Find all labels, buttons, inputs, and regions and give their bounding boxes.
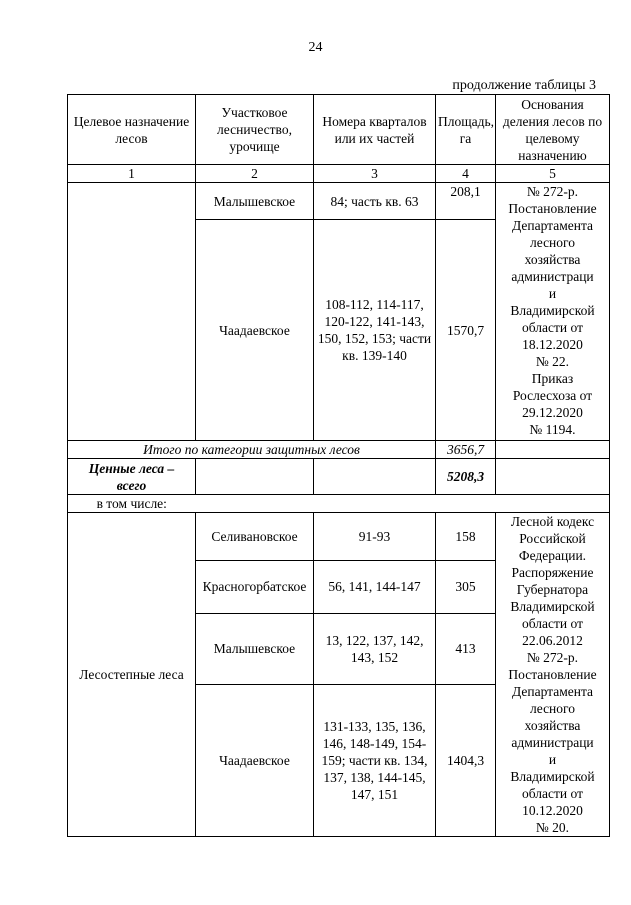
basis-line: Губернатора [516, 582, 589, 597]
empty-cell [196, 495, 314, 513]
basis-line: Постановление [508, 201, 597, 216]
basis-line: хозяйства [524, 252, 581, 267]
basis-line: Федерации. [518, 548, 587, 563]
basis-line: 22.06.2012 [522, 633, 583, 648]
protective-total-area: 3656,7 [436, 441, 496, 459]
empty-cell [314, 495, 436, 513]
header-area: Площадь, га [436, 95, 496, 165]
empty-cell [496, 495, 610, 513]
forestry-cell: Чаадаевское [196, 685, 314, 837]
forestry-cell: Красногорбатское [196, 561, 314, 613]
basis-line: Распоряжение [511, 565, 594, 580]
table-row [68, 513, 610, 561]
header-quarters: Номера кварталов или их частей [314, 95, 436, 165]
basis-line: № 272-р. [526, 650, 579, 665]
column-number: 4 [436, 165, 496, 183]
area-cell: 1404,3 [436, 685, 496, 837]
basis-line: Приказ [531, 371, 574, 386]
basis-line: администраци [511, 269, 594, 284]
column-number: 3 [314, 165, 436, 183]
basis-line: лесного [530, 235, 575, 250]
basis-line: Российской [519, 531, 586, 546]
including-row [68, 495, 610, 513]
quarters-cell: 91-93 [314, 513, 436, 561]
basis-line: и [548, 286, 557, 301]
basis-line: Департамента [511, 218, 594, 233]
area-cell: 158 [436, 513, 496, 561]
quarters-cell: 56, 141, 144-147 [314, 561, 436, 613]
basis-line: администраци [511, 735, 594, 750]
table-row [68, 183, 610, 220]
forest-purpose-table [67, 94, 610, 837]
basis-line: Постановление [508, 667, 597, 682]
valuable-total-row [68, 459, 610, 495]
basis-line: Рослесхоза от [512, 388, 593, 403]
page-number: 24 [308, 40, 323, 55]
quarters-cell: 108-112, 114-117, 120-122, 141-143, 150, 152, 153; части кв. 139-140 [314, 220, 436, 441]
basis-line: № 1194. [529, 422, 576, 437]
empty-cell [196, 459, 314, 495]
header-purpose: Целевое назначение лесов [68, 95, 196, 165]
valuable-total-area: 5208,3 [436, 459, 496, 495]
basis-line: лесного [530, 701, 575, 716]
basis-line: № 272-р. [526, 184, 579, 199]
continuation-label: продолжение таблицы 3 [452, 78, 596, 93]
forestry-cell: Малышевское [196, 183, 314, 220]
valuable-label-line: всего [116, 477, 147, 493]
basis-line: 10.12.2020 [522, 803, 583, 818]
basis-line: и [548, 752, 557, 767]
quarters-cell: 84; часть кв. 63 [314, 183, 436, 220]
basis-line: Владимирской [510, 769, 595, 784]
purpose-cell-empty [68, 183, 196, 441]
area-cell: 208,1 [436, 183, 496, 220]
basis-line: Департамента [511, 684, 594, 699]
quarters-cell: 13, 122, 137, 142, 143, 152 [314, 613, 436, 684]
basis-line: Владимирской [510, 303, 595, 318]
protective-total-row [68, 441, 610, 459]
basis-line: хозяйства [524, 718, 581, 733]
basis-line: № 22. [535, 354, 570, 369]
column-numbers-row [68, 165, 610, 183]
header-forestry: Участковое лесничество, урочище [196, 95, 314, 165]
area-cell: 1570,7 [436, 220, 496, 441]
including-label: в том числе: [68, 495, 196, 513]
empty-cell [496, 441, 610, 459]
basis-line: 18.12.2020 [522, 337, 583, 352]
header-row [68, 95, 610, 165]
column-number: 1 [68, 165, 196, 183]
basis-cell [496, 183, 610, 441]
category-cell: Лесостепные леса [68, 513, 196, 837]
basis-line: области от [522, 786, 583, 801]
column-number: 2 [196, 165, 314, 183]
basis-line: Лесной кодекс [510, 514, 595, 529]
basis-line: области от [522, 616, 583, 631]
empty-cell [436, 495, 496, 513]
area-cell: 305 [436, 561, 496, 613]
area-cell: 413 [436, 613, 496, 684]
basis-line: Владимирской [510, 599, 595, 614]
empty-cell [314, 459, 436, 495]
basis-line: № 20. [535, 820, 570, 835]
column-number: 5 [496, 165, 610, 183]
valuable-forests-label [68, 459, 196, 495]
protective-total-label: Итого по категории защитных лесов [68, 441, 436, 459]
empty-cell [496, 459, 610, 495]
basis-line: области от [522, 320, 583, 335]
basis-line: 29.12.2020 [522, 405, 583, 420]
basis-cell [496, 513, 610, 837]
forestry-cell: Малышевское [196, 613, 314, 684]
quarters-cell: 131-133, 135, 136, 146, 148-149, 154-159; части кв. 134, 137, 138, 144-145, 147, 151 [314, 685, 436, 837]
header-basis: Основания деления лесов по целевому назначению [496, 95, 610, 165]
valuable-label-line: Ценные леса – [88, 460, 175, 476]
forestry-cell: Селивановское [196, 513, 314, 561]
forestry-cell: Чаадаевское [196, 220, 314, 441]
